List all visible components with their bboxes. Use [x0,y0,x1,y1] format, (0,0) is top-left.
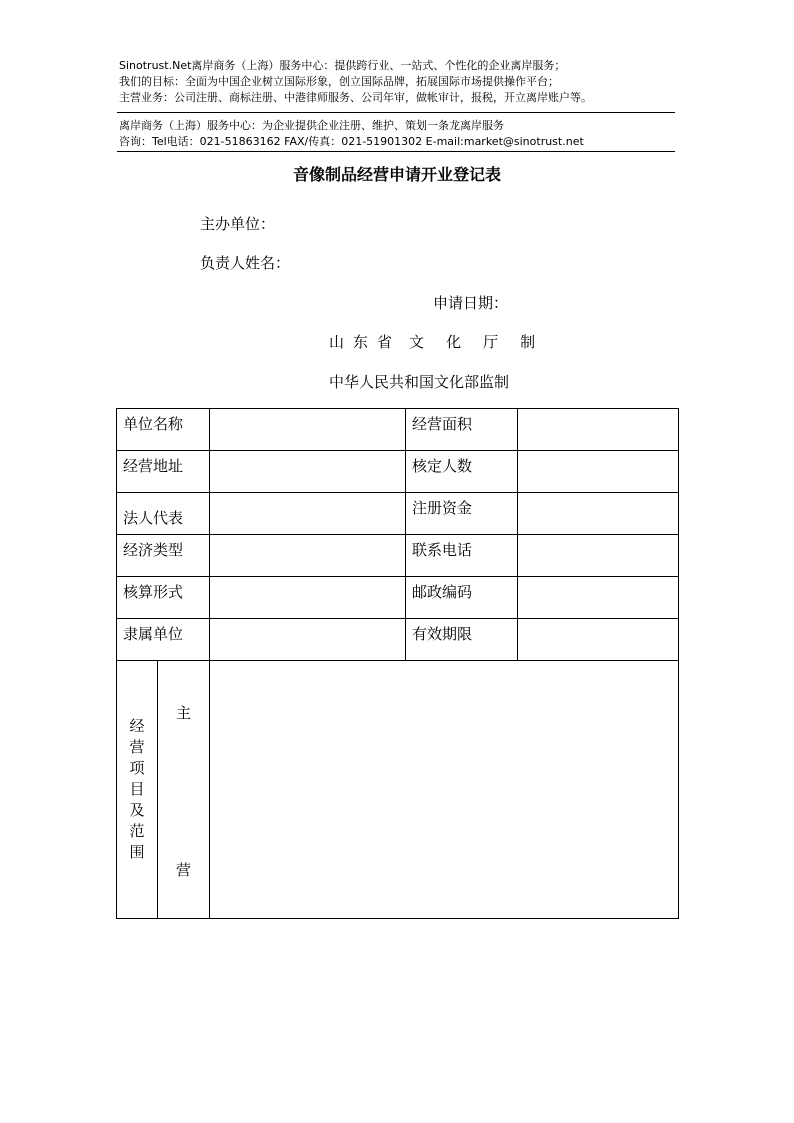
supervisor-label: 中华人民共和国文化部监制 [329,373,510,391]
issuer-char: 省 [377,333,393,351]
person-in-charge-label: 负责人姓名： [200,254,291,272]
form-row [117,535,679,577]
business-address-label: 经营地址 [117,451,210,493]
business-scope-label [117,661,158,919]
issuer-char: 化 [446,333,462,351]
legal-representative-field[interactable] [210,493,406,535]
document-title: 音像制品经营申请开业登记表 [292,165,501,184]
scope-char: 目 [129,780,145,798]
scope-char: 项 [129,759,145,777]
accounting-form-label: 核算形式 [117,577,210,619]
approved-staff-field[interactable] [518,451,679,493]
scope-char: 经 [129,717,145,735]
business-scope-row [117,661,679,919]
unit-name-field[interactable] [210,409,406,451]
approved-staff-label: 核定人数 [406,451,518,493]
form-row [117,451,679,493]
scope-char: 营 [129,738,145,756]
registered-capital-field[interactable] [518,493,679,535]
header-line-4: 离岸商务（上海）服务中心：为企业提供企业注册、维护、策划一条龙离岸服务 [119,119,504,132]
affiliated-unit-field[interactable] [210,619,406,661]
issuer-char: 厅 [483,333,499,351]
header-line-1: Sinotrust.Net离岸商务（上海）服务中心：提供跨行业、一站式、个性化的企业离岸服务； [119,59,566,72]
form-row [117,619,679,661]
registered-capital-label: 注册资金 [406,493,518,535]
header-divider-bottom [117,151,675,152]
contact-phone-field[interactable] [518,535,679,577]
accounting-form-field[interactable] [210,577,406,619]
header-divider-top [117,112,675,113]
contact-phone-label: 联系电话 [406,535,518,577]
business-area-label: 经营面积 [406,409,518,451]
scope-char: 范 [129,822,145,840]
postal-code-label: 邮政编码 [406,577,518,619]
economic-type-field[interactable] [210,535,406,577]
form-row [117,409,679,451]
scope-char: 及 [129,801,145,819]
business-address-field[interactable] [210,451,406,493]
economic-type-label: 经济类型 [117,535,210,577]
form-row [117,577,679,619]
main-label-top: 主 [176,704,192,722]
main-label-bottom: 营 [176,861,192,879]
registration-form-table [116,408,679,919]
host-unit-label: 主办单位： [200,215,276,233]
form-row [117,493,679,535]
legal-representative-label: 法人代表 [117,493,210,535]
issuer-char: 山 [329,333,345,351]
affiliated-unit-label: 隶属单位 [117,619,210,661]
header-line-2: 我们的目标：全面为中国企业树立国际形象，创立国际品牌，拓展国际市场提供操作平台； [119,75,559,88]
apply-date-label: 申请日期： [433,294,509,312]
issuer-char: 东 [353,333,369,351]
header-line-5: 咨询：Tel电话：021-51863162 FAX/传真：021-51901302 E-mail:market@sinotrust.net [119,135,584,148]
issuer-char: 文 [409,333,425,351]
validity-period-label: 有效期限 [406,619,518,661]
issuer-line [329,331,543,352]
scope-char: 围 [129,843,145,861]
validity-period-field[interactable] [518,619,679,661]
main-business-label [158,661,210,919]
postal-code-field[interactable] [518,577,679,619]
business-area-field[interactable] [518,409,679,451]
unit-name-label: 单位名称 [117,409,210,451]
issuer-char: 制 [520,333,536,351]
business-scope-field[interactable] [210,661,679,919]
header-line-3: 主营业务：公司注册、商标注册、中港律师服务、公司年审，做帐审计，报税，开立离岸账户等。 [119,91,592,104]
